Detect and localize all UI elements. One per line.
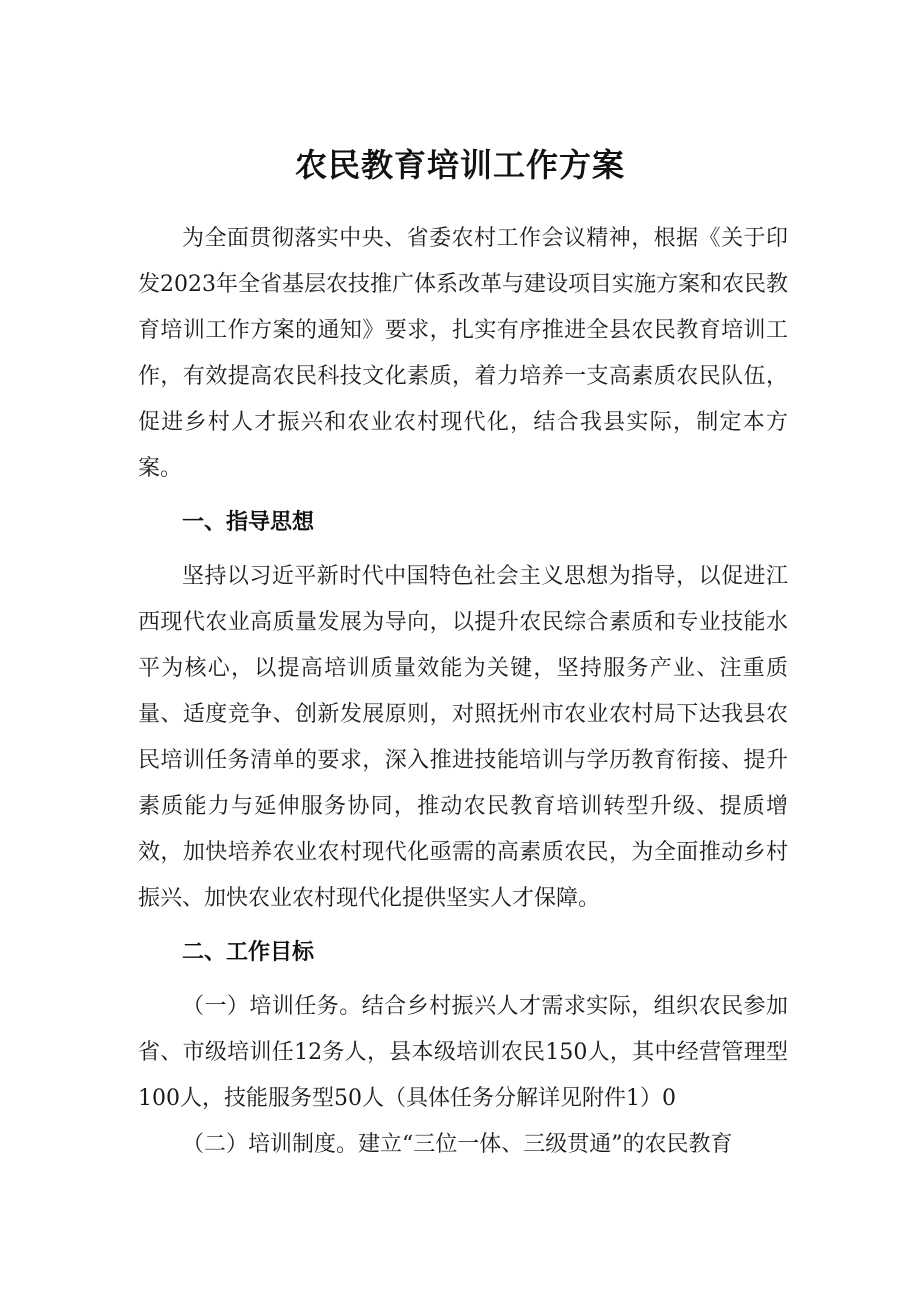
section-heading-guiding-ideology: 一、指导思想 [182, 510, 315, 535]
document-title: 农民教育培训工作方案 [294, 146, 625, 184]
training-task-paragraph: （一）培训任务。结合乡村振兴人才需求实际，组织农民参加省、市级培训任12务人，县本级培训农民150人，其中经营管理型100人，技能服务型50人（具体任务分解详见附件1）0 [138, 994, 788, 1111]
document-body [138, 216, 788, 1168]
section-heading-work-goals: 二、工作目标 [182, 940, 315, 965]
training-system-paragraph: （二）培训制度。建立“三位一体、三级贯通”的农民教育 [182, 1132, 733, 1157]
intro-paragraph: 为全面贯彻落实中央、省委农村工作会议精神，根据《关于印发2023年全省基层农技推广体系改革与建设项目实施方案和农民教育培训工作方案的通知》要求，扎实有序推进全县农民教育培训工作，有效提高农民科技文化素质，着力培养一支高素质农民队伍，促进乡村人才振兴和农业农村现代化，结合我县实际，制定本方案。 [138, 226, 788, 481]
guiding-ideology-paragraph: 坚持以习近平新时代中国特色社会主义思想为指导，以促进江西现代农业高质量发展为导向，以提升农民综合素质和专业技能水平为核心，以提高培训质量效能为关键，坚持服务产业、注重质量、适度竞争、创新发展原则，对照抚州市农业农村局下达我县农民培训任务清单的要求，深入推进技能培训与学历教育衔接、提升素质能力与延伸服务协同，推动农民教育培训转型升级、提质增效，加快培养农业农村现代化亟需的高素质农民，为全面推动乡村振兴、加快农业农村现代化提供坚实人才保障。 [138, 564, 788, 911]
